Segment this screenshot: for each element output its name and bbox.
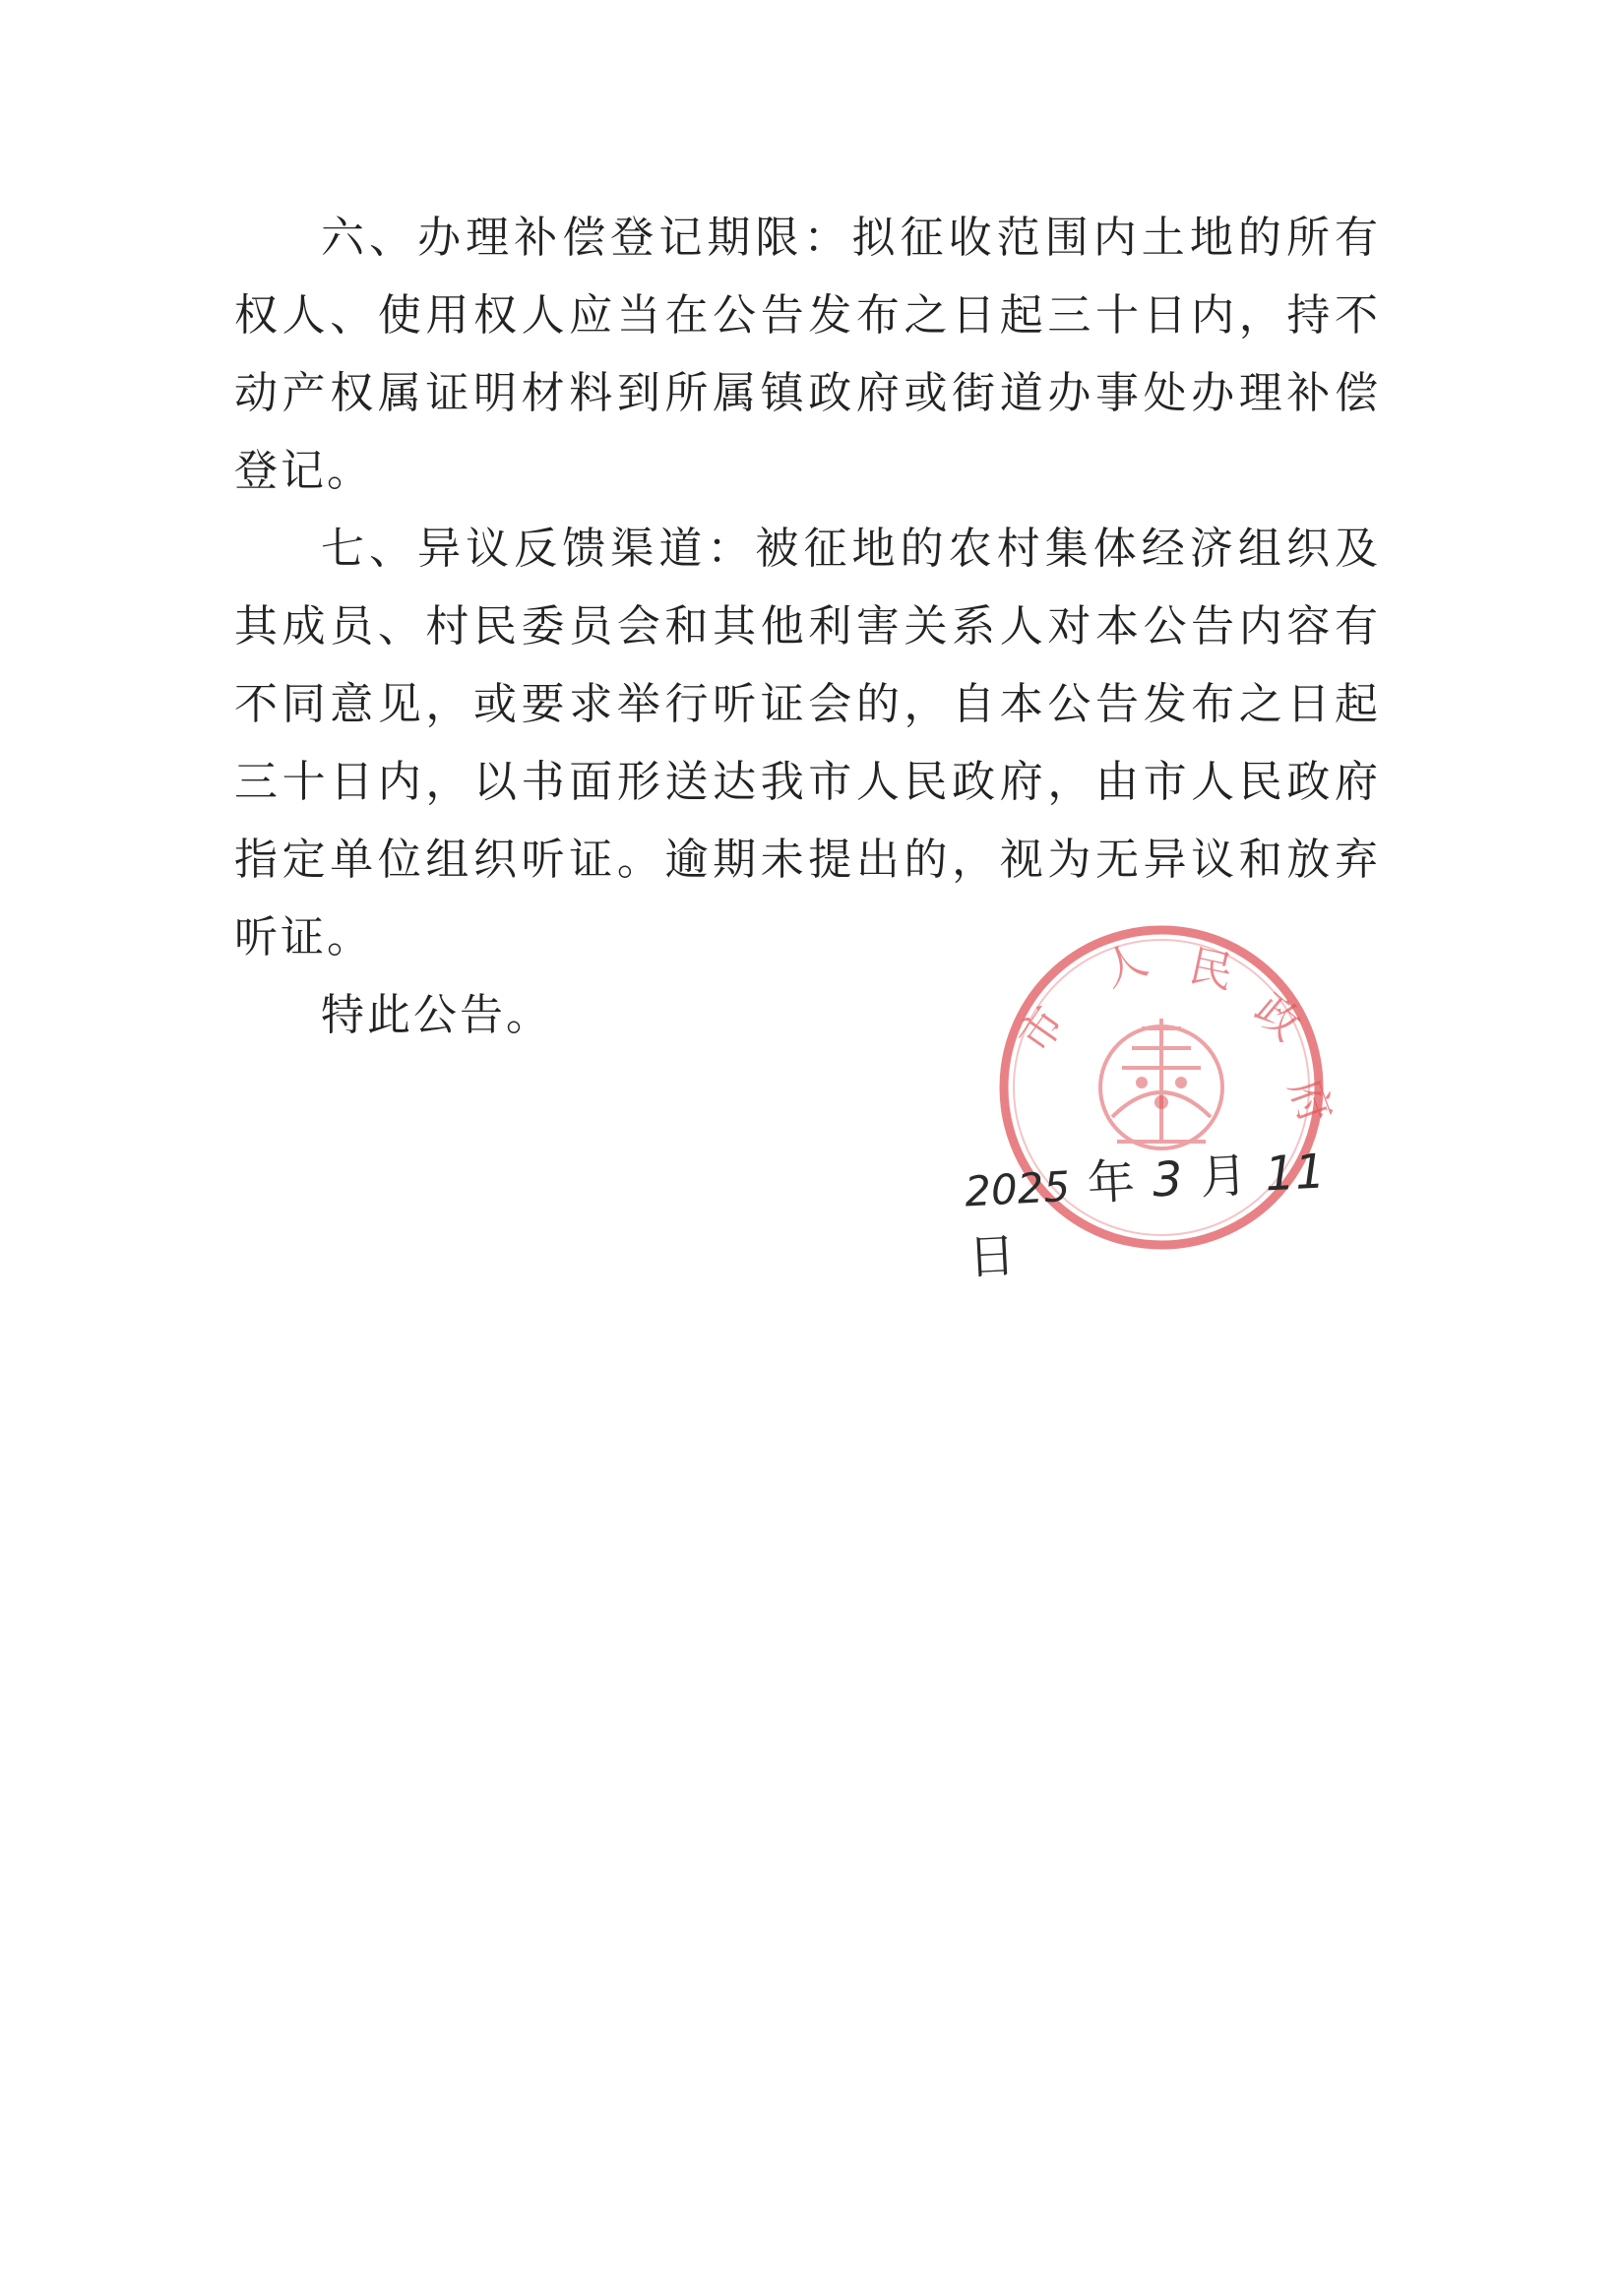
svg-text:政: 政 — [1244, 984, 1311, 1051]
date-year: 2025 — [964, 1161, 1072, 1216]
svg-text:市: 市 — [1009, 998, 1076, 1063]
date-month: 3 — [1151, 1150, 1184, 1209]
date-year-char: 年 — [1086, 1153, 1137, 1211]
closing-statement: 特此公告。 — [321, 990, 552, 1040]
date-day-char: 日 — [966, 1227, 1018, 1286]
date-month-char: 月 — [1198, 1148, 1249, 1206]
svg-text:人: 人 — [1095, 934, 1154, 998]
svg-text:府: 府 — [1278, 1072, 1341, 1131]
paragraph-objection-feedback: 七、异议反馈渠道：被征地的农村集体经济组织及其成员、村民委员会和其他利害关系人对本公告内容有不同意见，或要求举行听证会的，自本公告发布之日起三十日内，以书面形送达我市人民政府，由市人民政府指定单位组织听证。逾期未提出的，视为无异议和放弃听证。 — [234, 524, 1381, 962]
svg-text:民: 民 — [1184, 940, 1238, 999]
date-day: 11 — [1263, 1144, 1327, 1203]
paragraph-compensation-registration: 六、办理补偿登记期限：拟征收范围内土地的所有权人、使用权人应当在公告发布之日起三十日内，持不动产权属证明材料到所属镇政府或街道办事处办理补偿登记。 — [234, 213, 1381, 496]
